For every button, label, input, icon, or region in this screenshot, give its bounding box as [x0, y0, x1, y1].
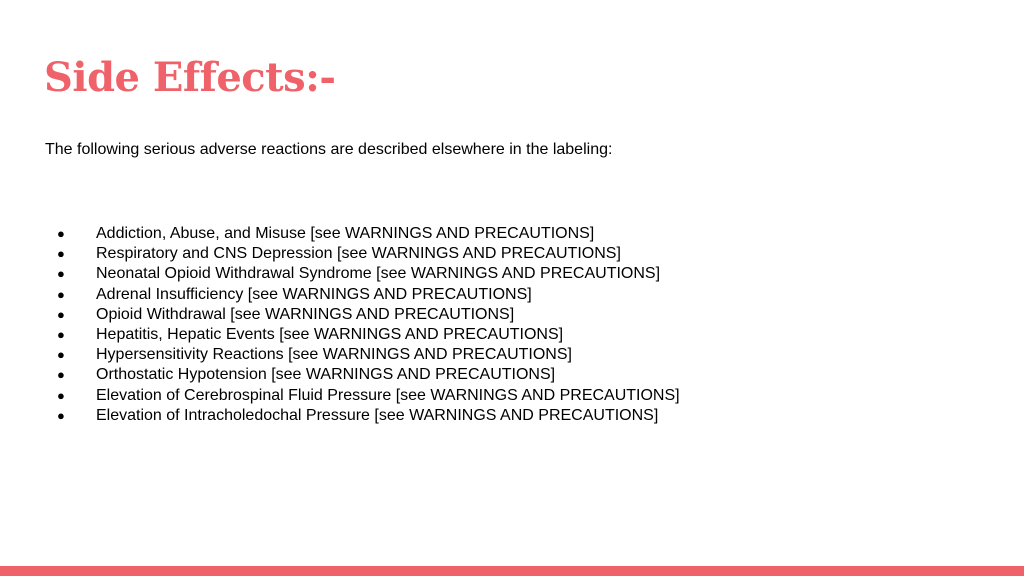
bullet-icon: ● — [57, 347, 65, 363]
bullet-icon: ● — [57, 286, 65, 302]
bullet-icon: ● — [57, 387, 65, 403]
list-item — [45, 386, 680, 406]
intro-text: The following serious adverse reactions are described elsewhere in the labeling: — [45, 141, 613, 158]
list-item — [45, 244, 680, 264]
bullet-icon: ● — [57, 327, 65, 343]
list-item-text: Addiction, Abuse, and Misuse [see WARNINGS AND PRECAUTIONS] — [96, 225, 595, 242]
list-item-text: Adrenal Insufficiency [see WARNINGS AND PRECAUTIONS] — [96, 285, 532, 303]
list-item — [45, 264, 680, 284]
list-item — [45, 365, 680, 385]
side-effects-list — [45, 224, 680, 426]
list-item-text: Elevation of Cerebrospinal Fluid Pressure [see WARNINGS AND PRECAUTIONS] — [96, 386, 680, 404]
bullet-icon: ● — [57, 306, 65, 322]
list-item-text: Elevation of Intracholedochal Pressure [see WARNINGS AND PRECAUTIONS] — [96, 406, 659, 424]
bullet-icon: ● — [57, 246, 65, 262]
bullet-icon: ● — [57, 266, 65, 282]
list-item — [45, 325, 680, 345]
list-item — [45, 285, 680, 305]
list-item — [45, 305, 680, 325]
list-item-text: Respiratory and CNS Depression [see WARNINGS AND PRECAUTIONS] — [96, 245, 621, 263]
list-item — [45, 345, 680, 365]
bullet-icon: ● — [57, 226, 65, 241]
list-item — [45, 224, 680, 244]
list-item-text: Hepatitis, Hepatic Events [see WARNINGS AND PRECAUTIONS] — [96, 326, 564, 344]
list-item-text: Hypersensitivity Reactions [see WARNINGS AND PRECAUTIONS] — [96, 346, 572, 364]
slide-title: Side Effects:- — [44, 54, 336, 101]
list-item-text: Opioid Withdrawal [see WARNINGS AND PRECAUTIONS] — [96, 305, 515, 323]
list-item-text: Neonatal Opioid Withdrawal Syndrome [see WARNINGS AND PRECAUTIONS] — [96, 265, 661, 283]
list-item-text: Orthostatic Hypotension [see WARNINGS AND PRECAUTIONS] — [96, 366, 556, 384]
list-item — [45, 406, 680, 426]
bullet-icon: ● — [57, 407, 65, 423]
footer-accent-bar — [0, 566, 1024, 576]
bullet-icon: ● — [57, 367, 65, 383]
